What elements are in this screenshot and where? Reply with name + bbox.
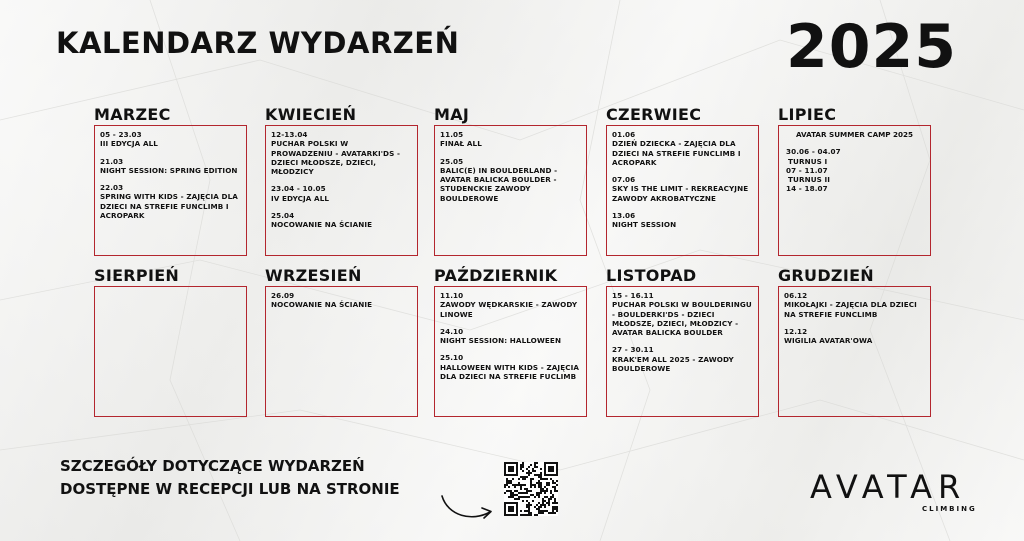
event-item (440, 130, 581, 149)
event-item (612, 175, 753, 203)
camp-turns (784, 147, 925, 193)
event-text: NOCOWANIE NA ŚCIANIE (271, 300, 373, 310)
event-date: 05 - 23.03 (100, 130, 142, 139)
month-name: PAŹDZIERNIK (434, 266, 558, 285)
event-item (440, 291, 581, 319)
event-item (612, 345, 753, 373)
event-item (271, 211, 412, 230)
logo-wordmark: AVATAR (810, 468, 967, 506)
event-text: IV EDYCJA ALL (271, 193, 330, 203)
event-text: HALLOWEEN WITH KIDS - ZAJĘCIA DLA DZIECI NA STREFIE FUCLIMB (440, 362, 580, 382)
camp-turn-label: TURNUS II (788, 175, 831, 185)
month-name: MAJ (434, 105, 470, 124)
event-text: NIGHT SESSION: SPRING EDITION (100, 165, 238, 175)
event-text: SKY IS THE LIMIT - REKREACYJNE ZAWODY AKROBATYCZNE (612, 184, 749, 203)
event-item (612, 211, 753, 230)
camp-turn-label: TURNUS I (788, 156, 828, 166)
event-date: 11.05 (440, 130, 464, 139)
avatar-climbing-logo (810, 468, 977, 513)
event-text: MIKOŁAJKI - ZAJĘCIA DLA DZIECI NA STREFIE FUNCLIMB (784, 300, 917, 319)
event-text: KRAK'EM ALL 2025 - ZAWODY BOULDEROWE (612, 354, 734, 374)
event-text: WIGILIA AVATAR'OWA (784, 336, 873, 346)
month-name: WRZESIEŃ (265, 266, 362, 285)
event-text: ZAWODY WĘDKARSKIE - ZAWODY LINOWE (440, 300, 578, 319)
event-item (100, 130, 241, 149)
event-date: 21.03 (100, 156, 124, 166)
event-item (271, 184, 412, 203)
event-date: 24.10 (440, 326, 464, 336)
event-item (612, 291, 753, 337)
event-text: DZIEŃ DZIECKA - ZAJĘCIA DLA DZIECI NA STREFIE FUNCLIMB I ACROPARK (612, 139, 741, 167)
event-text: III EDYCJA ALL (100, 139, 158, 149)
event-text: BALIC(E) IN BOULDERLAND - AVATAR BALICKA BOULDER - STUDENCKIE ZAWODY BOULDEROWE (440, 165, 558, 203)
event-text: SPRING WITH KIDS - ZAJĘCIA DLA DZIECI NA STREFIE FUNCLIMB I ACROPARK (100, 192, 238, 221)
event-date: 25.04 (271, 211, 295, 221)
event-text: PUCHAR POLSKI W BOULDERINGU - BOULDERKI'DS - DZIECI MŁODSZE, DZIECI, MŁODZICY - AVATAR BALICKA BOULDER (612, 300, 752, 338)
month-name: CZERWIEC (606, 105, 702, 124)
event-item (271, 130, 412, 176)
event-text: PUCHAR POLSKI W PROWADZENIU - AVATARKI'DS - DZIECI MŁODSZE, DZIECI, MŁODZICY (271, 139, 401, 177)
footer-line-2: DOSTĘPNE W RECEPCJI LUB NA STRONIE (60, 480, 400, 498)
event-item (784, 327, 925, 346)
event-date: 23.04 - 10.05 (271, 184, 326, 194)
event-date: 13.06 (612, 211, 636, 221)
month-box (778, 125, 931, 256)
month-name: LISTOPAD (606, 266, 697, 285)
month-box (606, 125, 759, 256)
camp-turn-dates: 07 - 11.07 (786, 165, 828, 175)
page-title: KALENDARZ WYDARZEŃ (56, 26, 460, 60)
event-item (100, 183, 241, 220)
event-date: 22.03 (100, 183, 124, 193)
logo-subtitle: CLIMBING (922, 505, 977, 513)
event-date: 12-13.04 (271, 130, 308, 139)
month-name: LIPIEC (778, 105, 837, 124)
camp-turn-dates: 14 - 18.07 (786, 184, 828, 194)
month-box (434, 125, 587, 256)
event-item (100, 157, 241, 176)
month-box (94, 286, 247, 417)
event-text: NIGHT SESSION: HALLOWEEN (440, 336, 562, 346)
month-name: KWIECIEŃ (265, 105, 357, 124)
event-item (612, 130, 753, 167)
month-box (265, 286, 418, 417)
event-text: NOCOWANIE NA ŚCIANIE (271, 220, 373, 230)
event-date: 25.05 (440, 156, 464, 166)
month-box (778, 286, 931, 417)
event-date: 15 - 16.11 (612, 291, 654, 300)
event-item (784, 291, 925, 319)
event-date: 12.12 (784, 326, 808, 336)
month-name: MARZEC (94, 105, 171, 124)
footer-line-1: SZCZEGÓŁY DOTYCZĄCE WYDARZEŃ (60, 457, 365, 475)
footer-info (60, 455, 400, 501)
event-item (440, 353, 581, 381)
month-box (265, 125, 418, 256)
event-text: FINAŁ ALL (440, 139, 482, 149)
event-date: 11.10 (440, 291, 464, 300)
event-date: 07.06 (612, 175, 636, 185)
event-item (440, 157, 581, 203)
event-date: 06.12 (784, 291, 808, 300)
month-box (434, 286, 587, 417)
event-date: 25.10 (440, 353, 464, 363)
month-box (94, 125, 247, 256)
month-box (606, 286, 759, 417)
event-text: NIGHT SESSION (612, 220, 677, 230)
event-date: 26.09 (271, 291, 295, 300)
event-date: 01.06 (612, 130, 636, 139)
curved-arrow-icon (438, 490, 498, 524)
month-name: SIERPIEŃ (94, 266, 180, 285)
year-label: 2025 (786, 12, 957, 82)
event-item (440, 327, 581, 346)
camp-turn-dates: 30.06 - 04.07 (786, 147, 841, 157)
camp-title: AVATAR SUMMER CAMP 2025 (795, 130, 914, 139)
qr-code-icon[interactable] (504, 462, 558, 516)
event-date: 27 - 30.11 (612, 345, 654, 355)
month-name: GRUDZIEŃ (778, 266, 875, 285)
event-item (271, 291, 412, 310)
